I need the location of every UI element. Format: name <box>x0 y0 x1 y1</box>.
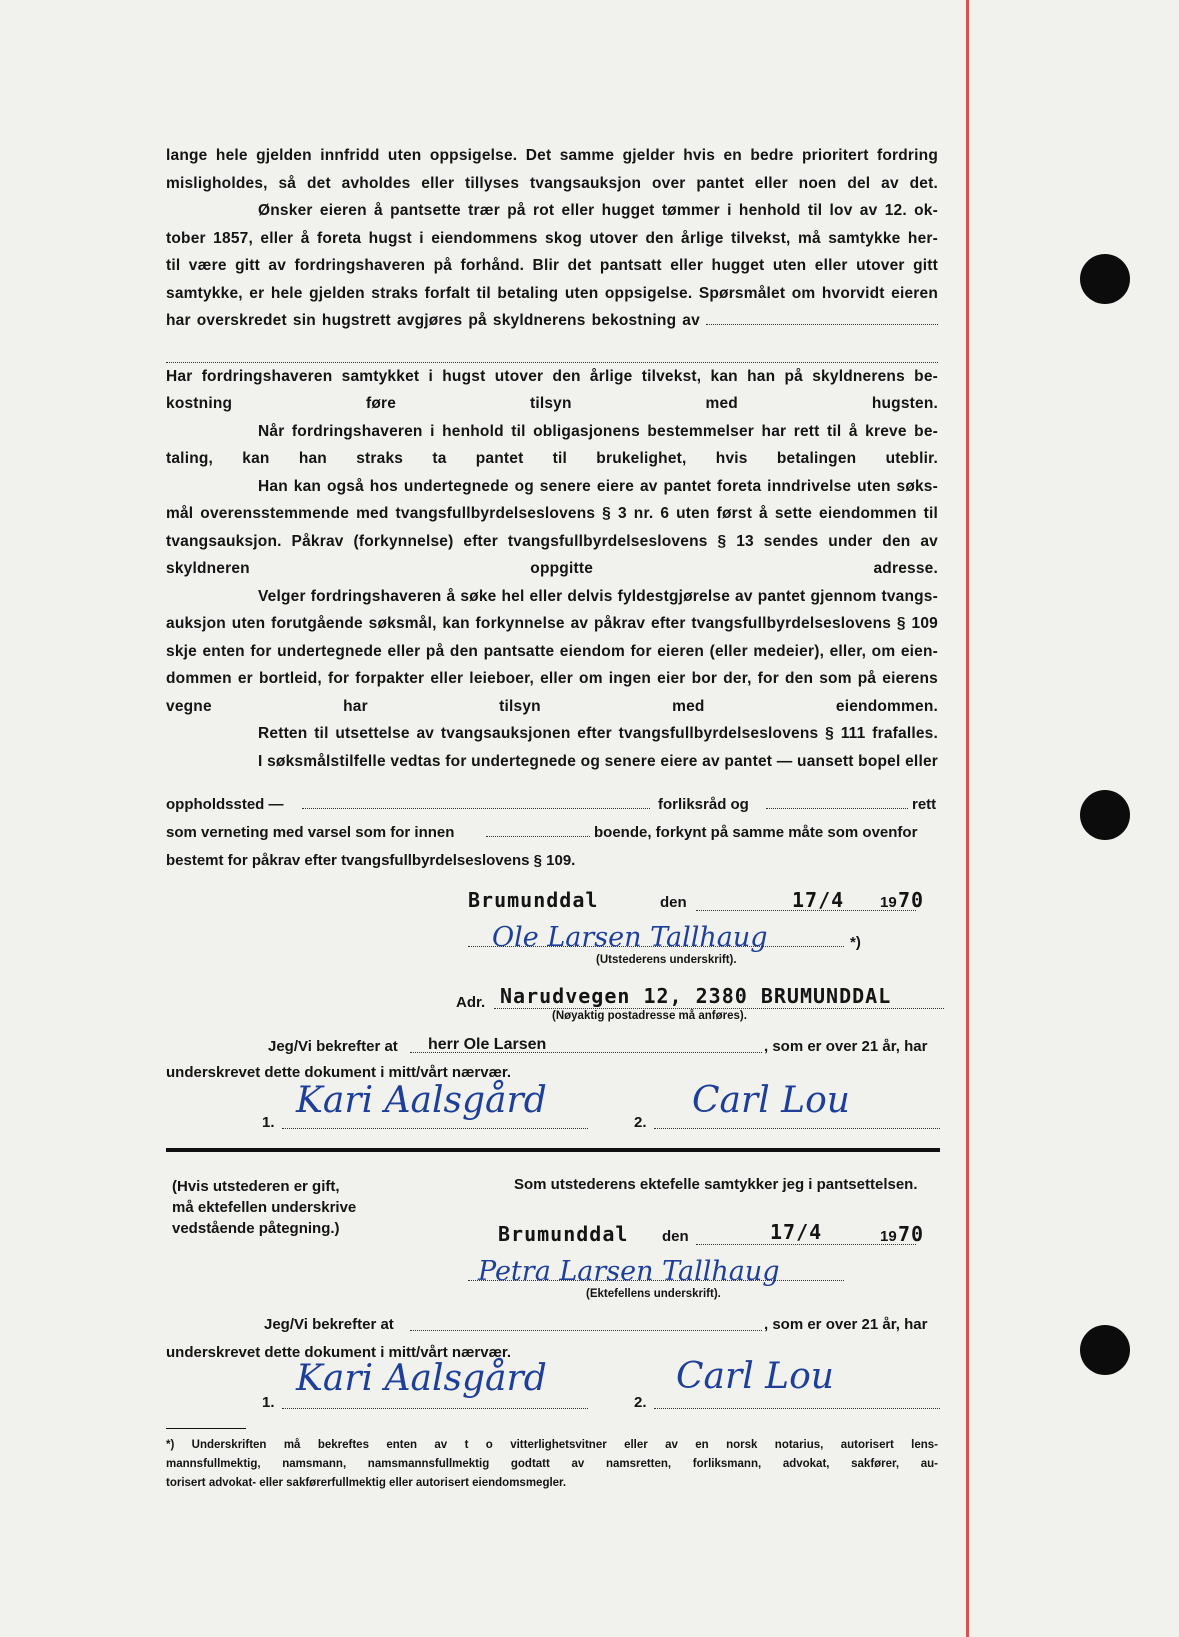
venue-line2-a: som verneting med varsel som for innen <box>166 824 455 841</box>
blank-line-full <box>166 335 938 363</box>
spouse-place: Brumunddal <box>498 1222 629 1246</box>
issuer-date: 17/4 <box>792 888 845 912</box>
witness1-n2: 2. <box>634 1114 647 1131</box>
witness1-line2: underskrevet dette dokument i mitt/vårt nærvær. <box>166 1064 512 1081</box>
spouse-year: 70 <box>898 1222 925 1246</box>
witness2-signature-2: Carl Lou <box>676 1356 834 1397</box>
p3: Har fordringshaveren samtykket i hugst utover den årlige tilvekst, kan han på skyldnerens be- kostning føre tilsyn med hugsten. <box>166 367 938 412</box>
spouse-signature-caption: (Ektefellens underskrift). <box>586 1288 721 1300</box>
witness2-sig1-line <box>282 1408 588 1409</box>
issuer-footnote-star: *) <box>850 934 861 951</box>
witness2-signature-1: Kari Aalsgård <box>296 1358 547 1399</box>
issuer-year-prefix: 19 <box>880 894 897 911</box>
spouse-date: 17/4 <box>770 1220 823 1244</box>
witness1-sig2-line <box>654 1128 940 1129</box>
witness1-confirm-b: , som er over 21 år, har <box>764 1038 928 1055</box>
punch-hole-top <box>1080 254 1130 304</box>
punch-hole-bottom <box>1080 1325 1130 1375</box>
witness2-n1: 1. <box>262 1394 275 1411</box>
issuer-den: den <box>660 894 687 911</box>
witness1-name: herr Ole Larsen <box>428 1036 547 1053</box>
venue-line2-b: boende, forkynt på samme måte som ovenfor <box>594 824 918 841</box>
spouse-den: den <box>662 1228 689 1245</box>
witness2-confirm-b: , som er over 21 år, har <box>764 1316 928 1333</box>
witness1-signature-2: Carl Lou <box>692 1080 850 1121</box>
blank-line <box>706 312 938 325</box>
issuer-place: Brumunddal <box>468 888 599 912</box>
witness2-sig2-line <box>654 1408 940 1409</box>
witness2-line2: underskrevet dette dokument i mitt/vårt nærvær. <box>166 1344 512 1361</box>
witness1-signature-1: Kari Aalsgård <box>296 1080 547 1121</box>
punch-hole-middle <box>1080 790 1130 840</box>
p2: Ønsker eieren å pantsette trær på rot eller hugget tømmer i henhold til lov av 12. ok- tober 1857, eller å foreta hugst i eiendommens skog utover den årlige tilvekst, må samtykke her- til være gitt av fordringshaveren på forhånd. Blir det pantsatt eller hugget uten eller utover gitt samtykke, er hele gjelden straks forfalt til betaling uten oppsigelse. Spørsmålet om hvorvidt eieren har overskredet sin hugstrett avgjøres på skyldnerens bekostning av <box>166 202 938 329</box>
spouse-year-prefix: 19 <box>880 1228 897 1245</box>
venue-line3: bestemt for påkrav efter tvangsfullbyrdelseslovens § 109. <box>166 852 576 869</box>
witness2-name-line <box>410 1330 762 1331</box>
p6: Velger fordringshaveren å søke hel eller delvis fyldestgjørelse av pantet gjennom tvangs- auksjon uten forutgående søksmål, kan forkynnelse av påkrav efter tvangsfullbyrdelseslovens § 109 skje enten for undertegnede eller på den pantsatte eiendom for eieren (eller medeier), eller, om eien- dommen er bortleid, for forpakter eller leieboer, eller om ingen eier bor der, for den som på eierens vegne har tilsyn med eiendommen. <box>166 587 938 715</box>
spouse-signature: Petra Larsen Tallhaug <box>478 1256 780 1287</box>
venue-line1-b: forliksråd og <box>658 796 749 813</box>
section-divider <box>166 1148 940 1152</box>
p8: I søksmålstilfelle vedtas for undertegnede og senere eiere av pantet — uansett bopel eller <box>258 752 938 770</box>
venue-blank-3 <box>486 836 590 837</box>
issuer-signature-caption: (Utstederens underskrift). <box>596 954 737 966</box>
spouse-consent: Som utstederens ektefelle samtykker jeg i pantsettelsen. <box>514 1176 918 1193</box>
footnote-rule <box>166 1428 246 1429</box>
venue-line1-a: oppholdssted — <box>166 796 284 813</box>
spouse-signature-line <box>468 1280 844 1281</box>
address-label: Adr. <box>456 994 486 1011</box>
p5: Han kan også hos undertegnede og senere eiere av pantet foreta inndrivelse uten søks- mål overensstemmende med tvangsfullbyrdelseslovens § 3 nr. 6 uten først å sette eiendommen til tvangsauksjon. Påkrav (forkynnelse) efter tvangsfullbyrdelseslovens § 13 sendes under den av skyldneren oppgitte adresse. <box>166 477 938 577</box>
issuer-signature-line <box>468 946 844 947</box>
spouse-note: (Hvis utstederen er gift, må ektefellen underskrive vedstående påtegning.) <box>172 1178 357 1237</box>
terms-text <box>166 142 938 775</box>
address-line <box>494 1008 944 1009</box>
p1: lange hele gjelden innfridd uten oppsigelse. Det samme gjelder hvis en bedre prioritert fordring misligholdes, så det avholdes eller tillyses tvangsauksjon over pantet eller noen del av det. <box>166 147 938 192</box>
venue-line1-c: rett <box>912 796 937 813</box>
issuer-signature: Ole Larsen Tallhaug <box>492 922 768 953</box>
p7: Retten til utsettelse av tvangsauksjonen efter tvangsfullbyrdelseslovens § 111 frafalles. <box>258 725 938 742</box>
p4: Når fordringshaveren i henhold til obligasjonens bestemmelser har rett til å kreve be- taling, kan han straks ta pantet til brukelighet, hvis betalingen uteblir. <box>166 422 938 467</box>
footnote: *) Underskriften må bekreftes enten av t o vitterlighetsvitner eller av en norsk notarius, autorisert lens- mannsfullmektig, namsmann, namsmannsfullmektig godtatt av namsretten, forliksmann, advokat, sakfører, au- torisert advokat- eller sakførerfullmektig eller autorisert eiendomsmegler. <box>166 1439 938 1489</box>
issuer-year: 70 <box>898 888 925 912</box>
venue-blank-1 <box>302 808 650 809</box>
venue-blank-2 <box>766 808 908 809</box>
witness2-n2: 2. <box>634 1394 647 1411</box>
address-caption: (Nøyaktig postadresse må anføres). <box>552 1010 747 1022</box>
witness1-sig1-line <box>282 1128 588 1129</box>
issuer-address: Narudvegen 12, 2380 BRUMUNDDAL <box>500 984 892 1008</box>
witness1-confirm-a: Jeg/Vi bekrefter at <box>268 1038 398 1055</box>
witness2-confirm-a: Jeg/Vi bekrefter at <box>264 1316 394 1333</box>
witness1-n1: 1. <box>262 1114 275 1131</box>
red-margin-line <box>966 0 969 1637</box>
